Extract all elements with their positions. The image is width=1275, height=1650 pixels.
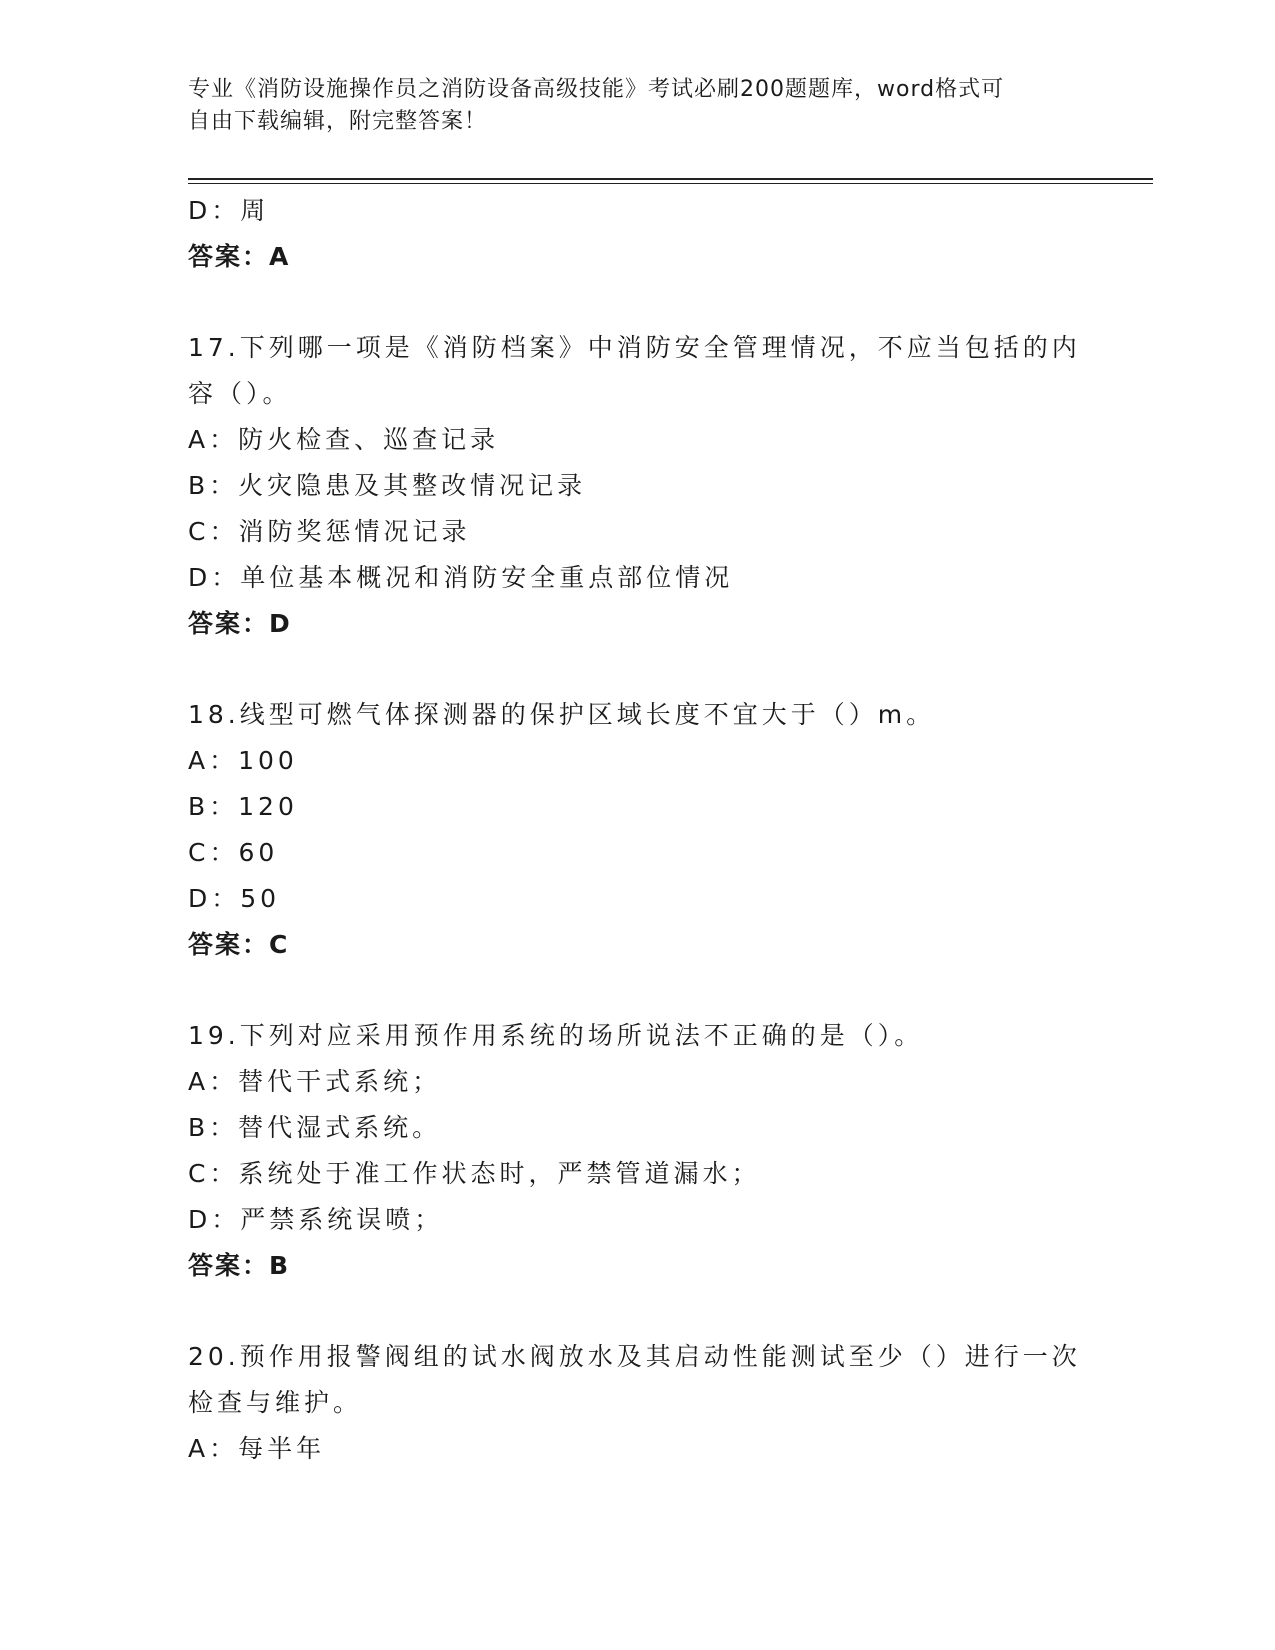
option-a: A：防火检查、巡查记录 bbox=[188, 425, 500, 454]
question-content bbox=[188, 188, 1081, 1472]
header-rule-thin bbox=[188, 183, 1153, 184]
answer-line: 答案：B bbox=[188, 1251, 291, 1280]
option-a: A：100 bbox=[188, 746, 298, 775]
option-d: D：严禁系统误喷； bbox=[188, 1205, 444, 1234]
answer-line: 答案：D bbox=[188, 609, 292, 638]
question-stem: 17.下列哪一项是《消防档案》中消防安全管理情况，不应当包括的内 bbox=[188, 333, 1081, 362]
header-line-2: 自由下载编辑，附完整答案！ bbox=[188, 109, 488, 134]
question-stem-continued: 检查与维护。 bbox=[188, 1388, 363, 1417]
answer-line: 答案：C bbox=[188, 930, 290, 959]
question-20 bbox=[188, 1334, 1081, 1472]
question-18 bbox=[188, 692, 1068, 968]
previous-question-tail bbox=[188, 188, 1068, 280]
option-b: B：120 bbox=[188, 792, 298, 821]
question-stem: 19.下列对应采用预作用系统的场所说法不正确的是（）。 bbox=[188, 1021, 924, 1050]
option-d: D：单位基本概况和消防安全重点部位情况 bbox=[188, 563, 734, 592]
header-rule-thick bbox=[188, 178, 1153, 180]
option-a: A：替代干式系统； bbox=[188, 1067, 442, 1096]
option-c: C：60 bbox=[188, 838, 279, 867]
option-b: B：替代湿式系统。 bbox=[188, 1113, 442, 1142]
option-b: B：火灾隐患及其整改情况记录 bbox=[188, 471, 587, 500]
question-stem: 18.线型可燃气体探测器的保护区域长度不宜大于（）m。 bbox=[188, 700, 936, 729]
option-d: D：周 bbox=[188, 196, 270, 225]
question-stem: 20.预作用报警阀组的试水阀放水及其启动性能测试至少（）进行一次 bbox=[188, 1342, 1081, 1371]
question-stem-continued: 容（）。 bbox=[188, 379, 292, 408]
document-header bbox=[188, 74, 1068, 138]
option-c: C：系统处于准工作状态时，严禁管道漏水； bbox=[188, 1159, 761, 1188]
question-17 bbox=[188, 325, 1081, 647]
question-19 bbox=[188, 1013, 1068, 1289]
option-c: C：消防奖惩情况记录 bbox=[188, 517, 471, 546]
answer-line: 答案：A bbox=[188, 242, 291, 271]
header-line-1: 专业《消防设施操作员之消防设备高级技能》考试必刷200题题库，word格式可 bbox=[188, 77, 1005, 102]
option-d: D：50 bbox=[188, 884, 281, 913]
option-a: A：每半年 bbox=[188, 1434, 326, 1463]
